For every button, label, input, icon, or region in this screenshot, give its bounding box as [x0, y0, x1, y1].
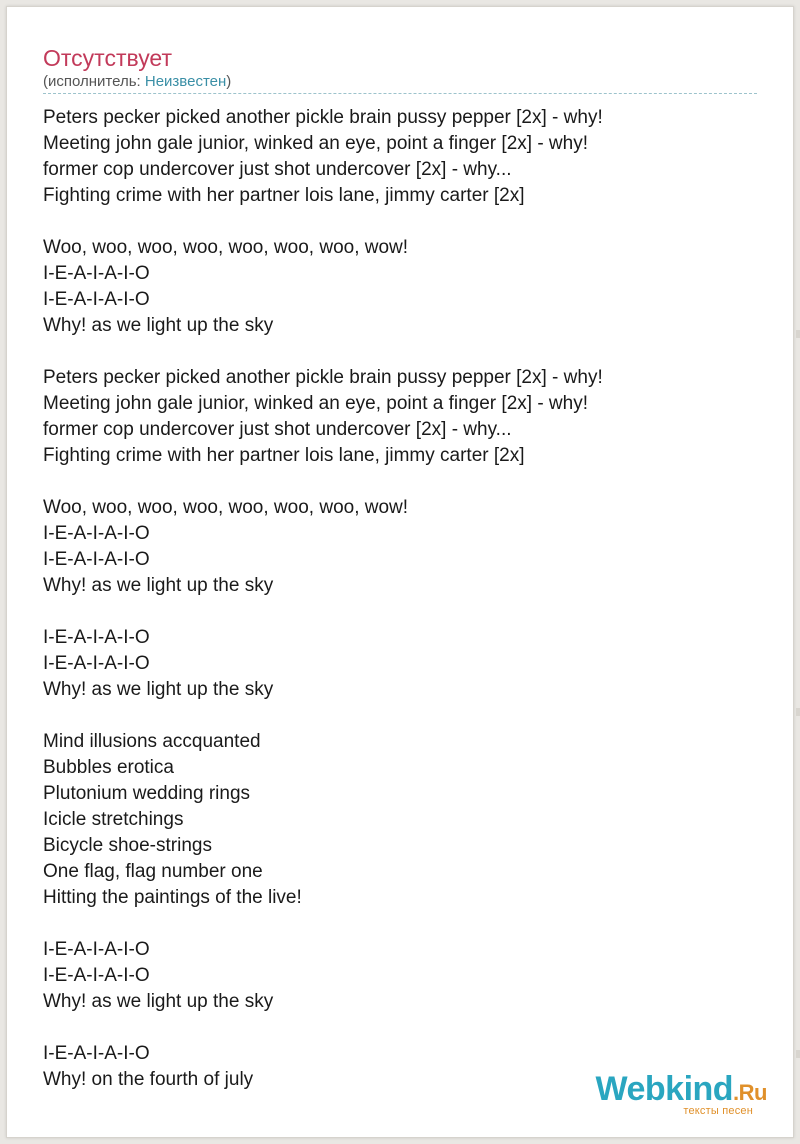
lyrics-line: Fighting crime with her partner lois lane, jimmy carter [2x] [43, 185, 525, 206]
lyrics-line: Meeting john gale junior, winked an eye, point a finger [2x] - why! [43, 133, 588, 154]
site-logo[interactable] [567, 1071, 767, 1117]
artist-suffix: ) [226, 73, 232, 90]
logo-main-text: Webkind [595, 1070, 734, 1108]
lyrics-line: I-E-A-I-A-I-O [43, 627, 150, 648]
lyrics-stanza [43, 937, 763, 1015]
lyrics-stanza [43, 625, 763, 703]
lyrics-line: Meeting john gale junior, winked an eye, point a finger [2x] - why! [43, 393, 588, 414]
lyrics-line: I-E-A-I-A-I-O [43, 939, 150, 960]
lyrics-line: Why! as we light up the sky [43, 679, 274, 700]
lyrics-line: I-E-A-I-A-I-O [43, 263, 150, 284]
logo-tagline: тексты песен [683, 1105, 753, 1117]
lyrics-line: former cop undercover just shot undercover [2x] - why... [43, 159, 512, 180]
lyrics-line: Hitting the paintings of the live! [43, 887, 302, 908]
lyrics-stanza [43, 235, 763, 339]
lyrics-stanza [43, 495, 763, 599]
lyrics-line: Mind illusions accquanted [43, 731, 261, 752]
lyrics-line: former cop undercover just shot undercover [2x] - why... [43, 419, 512, 440]
header-divider [43, 93, 757, 94]
lyrics-line: Plutonium wedding rings [43, 783, 251, 804]
lyrics-stanza [43, 105, 763, 209]
lyrics-stanza [43, 729, 763, 911]
lyrics-line: Woo, woo, woo, woo, woo, woo, woo, wow! [43, 237, 409, 258]
lyrics-text [43, 105, 763, 1119]
lyrics-line: I-E-A-I-A-I-O [43, 289, 150, 310]
page-title: Отсутствует [43, 45, 172, 71]
lyrics-page [6, 6, 794, 1138]
lyrics-line: I-E-A-I-A-I-O [43, 523, 150, 544]
lyrics-line: Fighting crime with her partner lois lane, jimmy carter [2x] [43, 445, 525, 466]
lyrics-line: I-E-A-I-A-I-O [43, 549, 150, 570]
lyrics-line: Woo, woo, woo, woo, woo, woo, woo, wow! [43, 497, 409, 518]
lyrics-line: Why! as we light up the sky [43, 991, 274, 1012]
lyrics-line: I-E-A-I-A-I-O [43, 653, 150, 674]
artist-prefix: (исполнитель: [43, 73, 145, 90]
page-edge-mark [796, 708, 800, 716]
lyrics-line: Why! as we light up the sky [43, 315, 274, 336]
artist-line [43, 73, 231, 91]
page-edge-mark [796, 1050, 800, 1058]
lyrics-line: Peters pecker picked another pickle brain pussy pepper [2x] - why! [43, 107, 603, 128]
lyrics-stanza [43, 365, 763, 469]
lyrics-line: Bicycle shoe-strings [43, 835, 212, 856]
lyrics-line: I-E-A-I-A-I-O [43, 1043, 150, 1064]
lyrics-line: Why! as we light up the sky [43, 575, 274, 596]
lyrics-line: Peters pecker picked another pickle brain pussy pepper [2x] - why! [43, 367, 603, 388]
lyrics-line: One flag, flag number one [43, 861, 263, 882]
lyrics-line: Bubbles erotica [43, 757, 174, 778]
artist-link[interactable]: Неизвестен [144, 73, 227, 90]
lyrics-line: I-E-A-I-A-I-O [43, 965, 150, 986]
lyrics-line: Why! on the fourth of july [43, 1069, 254, 1090]
lyrics-line: Icicle stretchings [43, 809, 184, 830]
page-edge-mark [796, 330, 800, 338]
logo-domain-suffix: .Ru [733, 1080, 767, 1105]
